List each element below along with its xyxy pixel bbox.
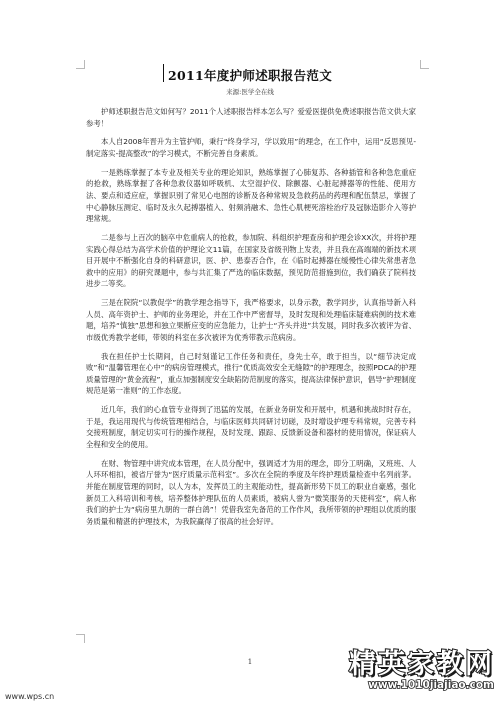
document-body[interactable] [86, 106, 416, 535]
paragraph-intro[interactable]: 护师述职报告范文如何写？2011个人述职报告样本怎么写？爱爱医提供免费述职报告范文供大家参考！ [86, 107, 416, 128]
document-source[interactable]: 来源:医学全在线 [226, 88, 274, 96]
paragraph-research[interactable]: 二是参与上百次的脑卒中危重病人的抢救，参加院、科组织护理查房和护理会诊XX次，并将护理实践心得总结为高学术价值的护理论文11篇，在国家及省级刊物上发表，并且我在高端端的新技术项目开展中不断强化自身的科研意识，医、护、患泰否合作，在《临时起搏器在缓慢性心律失常患者急救中的应用》的研究课题中，参与共汇集了严选的临床数据，预见防范措施到位，我们确获了院科技进步二等奖。 [86, 232, 416, 289]
crop-mark-bottom-left [76, 634, 85, 643]
paragraph-skills[interactable]: 一是熟练掌握了本专业及相关专业的理论知识，熟练掌握了心肺复苏、各种插管和各种急危重症的抢救，熟练掌握了各种急救仪器如呼吸机、太空湿护仪、除颤器、心脏起搏器等的性能、使用方法、要点和适应症，掌握识别了常见心电图的诊断及各种常规及急救药品的药理和配伍禁忌，掌握了中心静脉压测定、临时及永久起搏器植入、射频消融术、急性心肌梗死溶栓治疗及冠脉造影介入等护理常规。 [86, 167, 416, 224]
paragraph-teaching[interactable]: 三是在院院“以教促学”的教学理念指导下，我严格要求，以身示教，教学同步，认真指导新入科人员、高年资护士、护师的业务理论，并在工作中严密督导，及时发现和处理临床疑难病例的技术难题，培养“慎独”思想和独立果断应变的应急能力，让护士“齐头并进”共发展，同时我多次被评为省、市级优秀教学老师，带领的科室在多次被评为优秀带教示范病房。 [86, 298, 416, 342]
page-number: 1 [247, 658, 253, 666]
paragraph-management[interactable]: 我在担任护士长期间，自己时刻谨记工作任务和责任，身先士卒，敢于担当，以“细节决定成败”和“温馨管理在心中”的病房管理模式，推行“优质高效安全无缝隙”的护理理念，按照PDCA的护理质量管理的“黄金流程”，重点加强制度安全缺陷防范制度的落实，提高法律保护意识，倡导“护理制度规范是第一准则”的工作态度。 [86, 351, 416, 396]
watermark-text: 精英家教网 [349, 649, 494, 680]
document-title[interactable]: 2011年度护师述职报告范文 [168, 68, 332, 83]
paragraph-resources[interactable]: 在财、物管理中讲究成本管理，在人员分配中，强调适才为用的理念，即分工明确，又班班、人人环环相扣，被省厅誉为“医疗质量示范科室”。多次在全院的季度及年终护理质量检查中名列前茅。并能在制度管理的同时，以人为本，发挥员工的主观能动性，提高新形势下员工的职业自豪感，强化新员工入科培训和考核，培养整体护理队伍的人员素质，被病人誉为“微笑服务的天使科室”，病人称我们的护士为“病房里九朝的一群白鸽”！凭借我室先备范的工作作风，我所带领的护理组以优质的服务质量和精湛的护理技术，为我院赢得了很高的社会好评。 [86, 458, 416, 526]
paragraph-development[interactable]: 近几年，我们的心血管专业得到了迅猛的发展，在新业务研发和开展中，机遇和挑战时时存在，于是，我运用现代与传统管理相结合，与临床医师共同研讨切磋，及时增设护理专科常规，完善专科交接班制度，制定切实可行的操作规程，及时发现、跟踪、反馈新设备和器材的使用情况，保证病人全程和安全的使用。 [86, 405, 416, 449]
paragraph-overview[interactable]: 本人自2008年晋升为主管护师，秉行“终身学习，学以致用”的理念，在工作中，运用“反思预见-制定落实-提高整改”的学习模式，不断完善自身素质。 [86, 137, 416, 158]
watermark-logo [318, 642, 496, 700]
watermark-url: www.1010jiajiao.com [368, 679, 494, 691]
footer-source-url: www.wps.cn [5, 692, 55, 701]
